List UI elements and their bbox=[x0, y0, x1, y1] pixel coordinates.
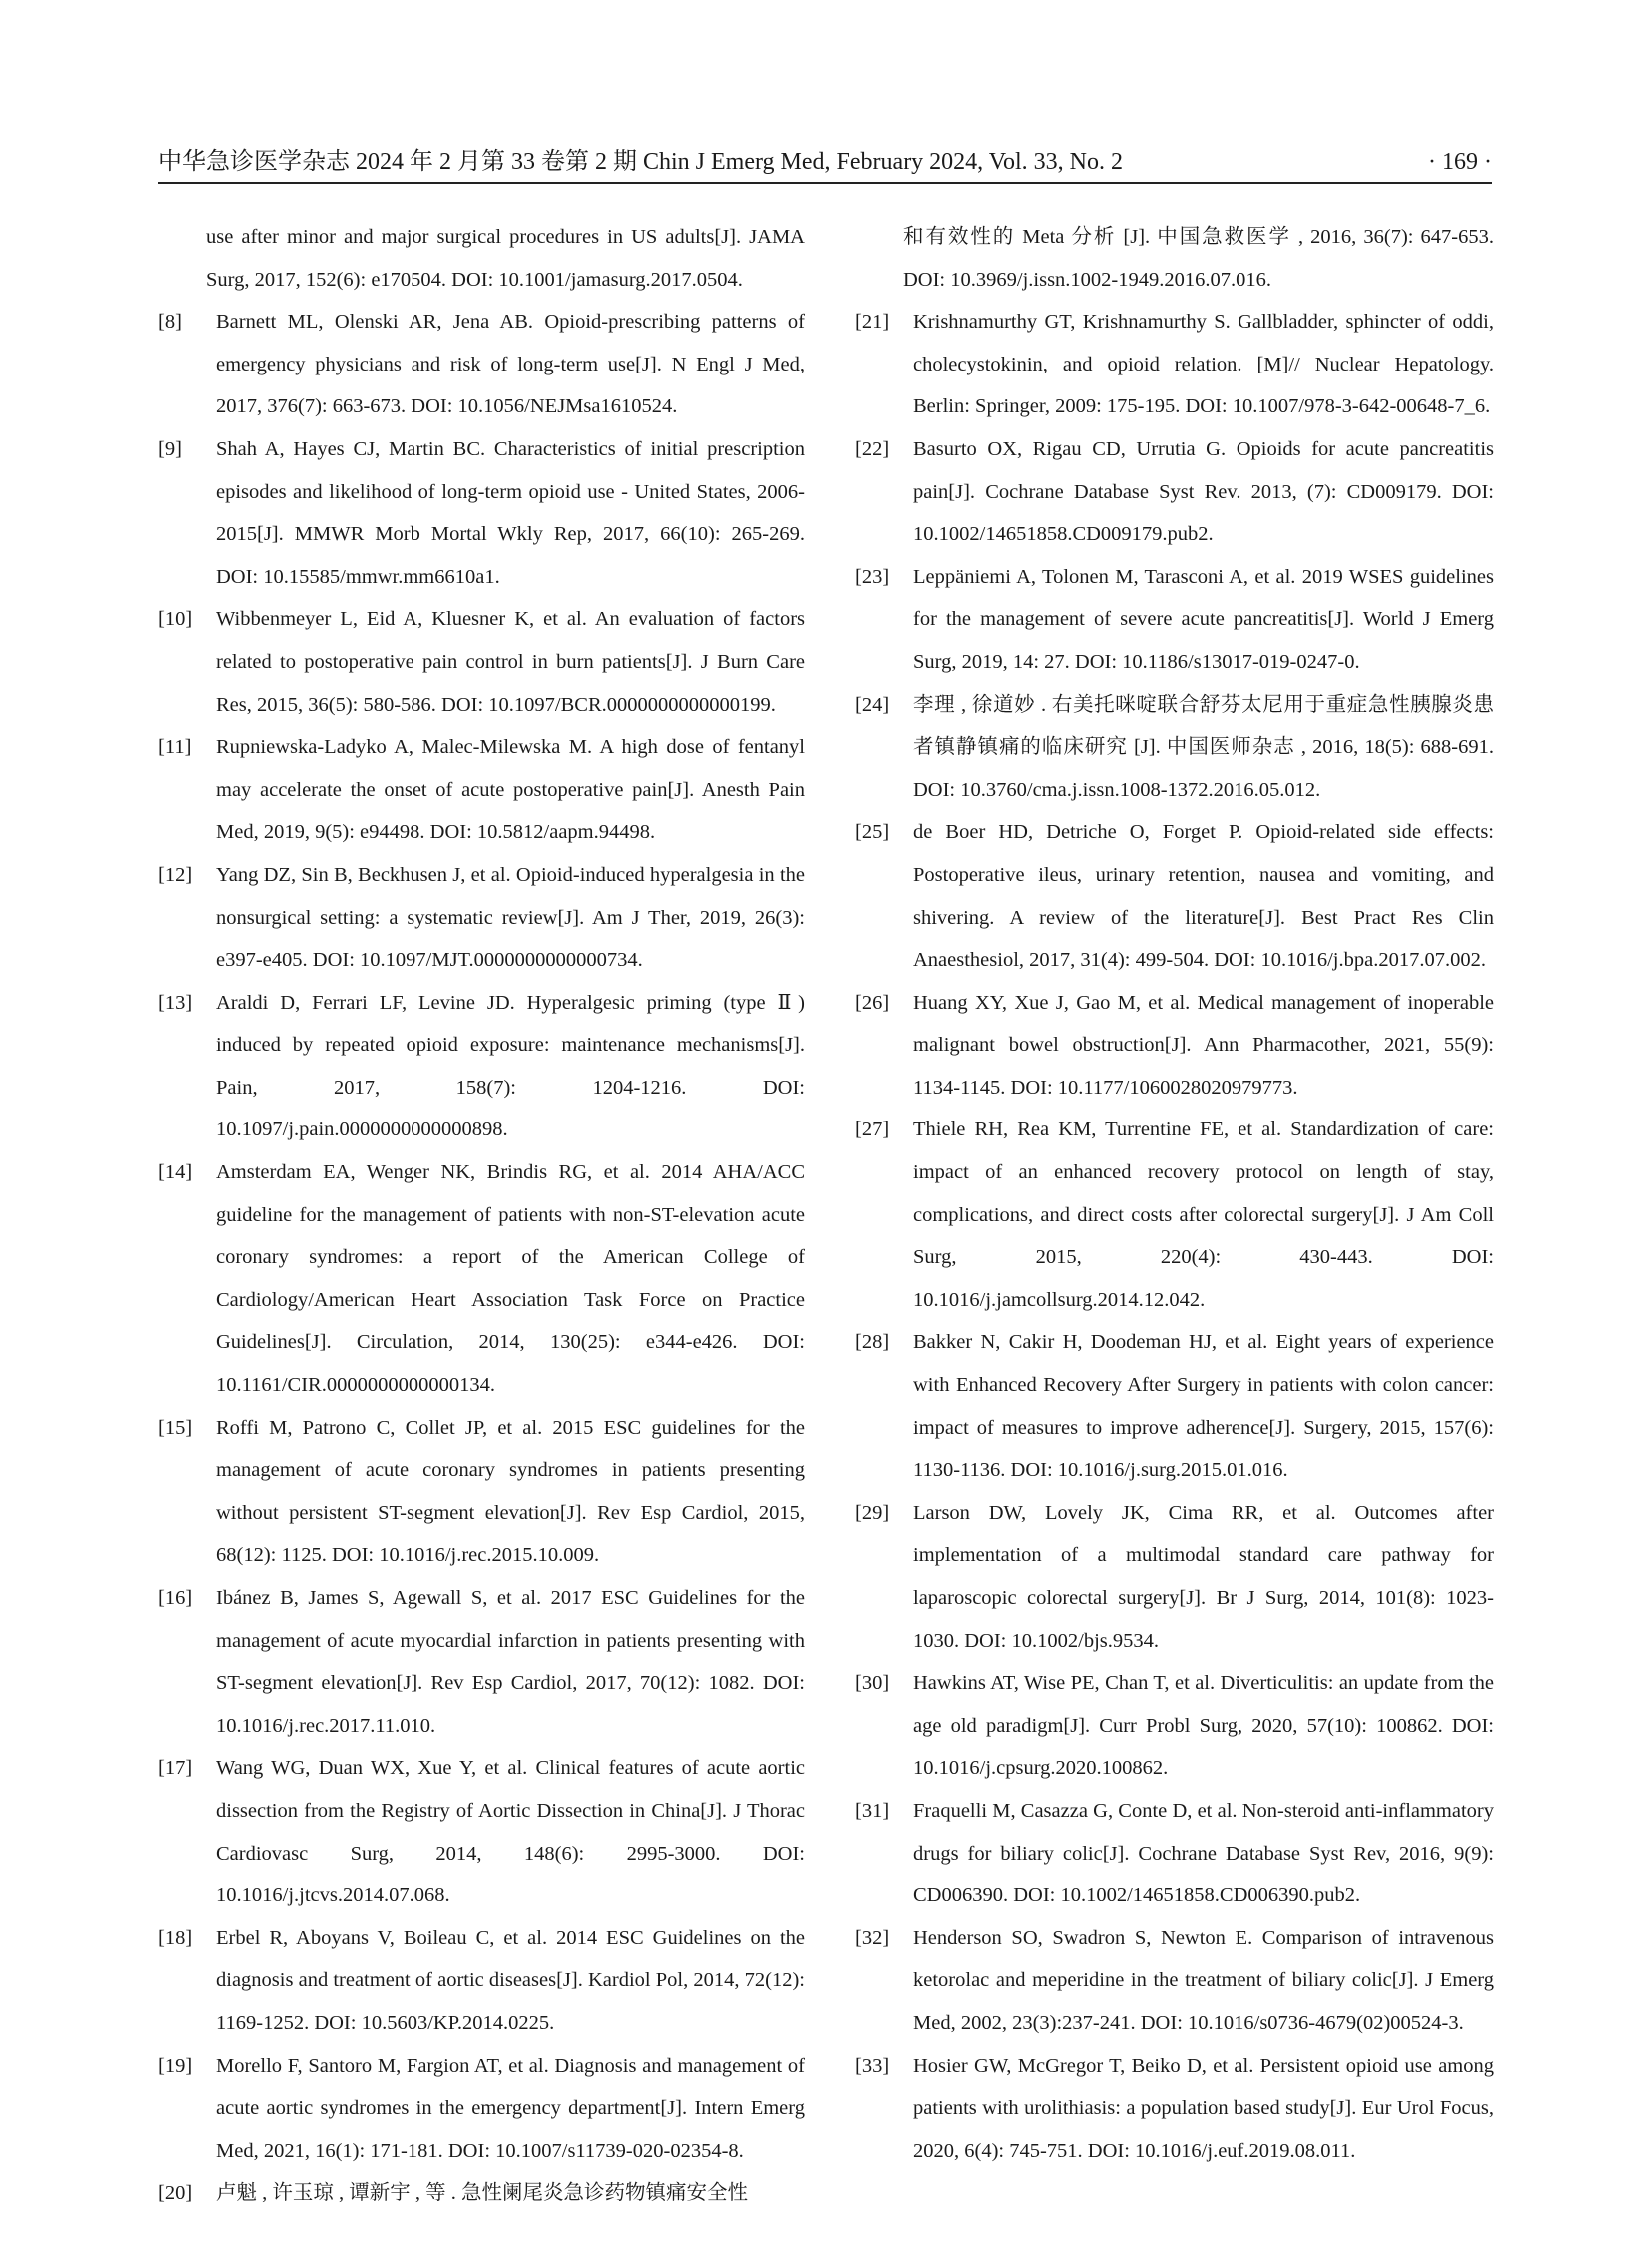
reference-number: [12] bbox=[158, 863, 193, 886]
reference-item-20 bbox=[158, 2172, 805, 2215]
reference-text: Barnett ML, Olenski AR, Jena AB. Opioid-prescribing patterns of emergency physicians and risk of long-term use[J]. N Engl J Med, 2017, 376(7): 663-673. DOI: 10.1056/NEJMsa1610524. bbox=[216, 311, 805, 418]
reference-text: Bakker N, Cakir H, Doodeman HJ, et al. Eight years of experience with Enhanced Recovery After Surgery in patients with colon cancer: impact of measures to improve adherence[J]. Surgery, 2015, 157(6): 1130-1136. DOI: 10.1016/j.surg.2015.01.016. bbox=[913, 1331, 1494, 1482]
reference-number: [33] bbox=[855, 2054, 890, 2077]
reference-number: [29] bbox=[855, 1501, 890, 1524]
reference-item-23 bbox=[855, 556, 1494, 684]
reference-text: de Boer HD, Detriche O, Forget P. Opioid-related side effects: Postoperative ileus, urinary retention, nausea and vomiting, and shivering. A review of the literature[J]. Best Pract Res Clin Anaesthesiol, 2017, 31(4): 499-504. DOI: 10.1016/j.bpa.2017.07.002. bbox=[913, 821, 1494, 972]
reference-text: Ibánez B, James S, Agewall S, et al. 2017 ESC Guidelines for the management of acute myocardial infarction in patients presenting with ST-segment elevation[J]. Rev Esp Cardiol, 2017, 70(12): 1082. DOI: 10.1016/j.rec.2017.11.010. bbox=[216, 1587, 805, 1737]
reference-number: [21] bbox=[855, 311, 890, 334]
reference-text: Hosier GW, McGregor T, Beiko D, et al. Persistent opioid use among patients with urolithiasis: a population based study[J]. Eur Urol Focus, 2020, 6(4): 745-751. DOI: 10.1016/j.euf.2019.08.011. bbox=[913, 2054, 1494, 2162]
reference-text: Wibbenmeyer L, Eid A, Kluesner K, et al. An evaluation of factors related to postoperative pain control in burn patients[J]. J Burn Care Res, 2015, 36(5): 580-586. DOI: 10.1097/BCR.0000000000000199. bbox=[216, 608, 805, 716]
reference-item-8 bbox=[158, 301, 805, 428]
reference-number: [11] bbox=[158, 736, 192, 759]
reference-item-15 bbox=[158, 1407, 805, 1577]
reference-continuation bbox=[855, 216, 1494, 301]
reference-item-16 bbox=[158, 1577, 805, 1747]
page-number: · 169 · bbox=[1428, 149, 1492, 175]
reference-number: [23] bbox=[855, 565, 890, 588]
reference-item-33 bbox=[855, 2045, 1494, 2173]
reference-number: [14] bbox=[158, 1161, 193, 1184]
reference-item-12 bbox=[158, 854, 805, 982]
reference-number: [25] bbox=[855, 821, 890, 844]
reference-number: [28] bbox=[855, 1331, 890, 1354]
reference-text: Henderson SO, Swadron S, Newton E. Comparison of intravenous ketorolac and meperidine in the treatment of biliary colic[J]. J Emerg Med, 2002, 23(3):237-241. DOI: 10.1016/s0736-4679(02)00524-3. bbox=[913, 1926, 1494, 2034]
reference-number: [13] bbox=[158, 991, 193, 1014]
reference-number: [17] bbox=[158, 1757, 193, 1780]
reference-text: Basurto OX, Rigau CD, Urrutia G. Opioids for acute pancreatitis pain[J]. Cochrane Database Syst Rev. 2013, (7): CD009179. DOI: 10.1002/14651858.CD009179.pub2. bbox=[913, 437, 1494, 546]
reference-number: [27] bbox=[855, 1119, 890, 1141]
reference-text: Hawkins AT, Wise PE, Chan T, et al. Diverticulitis: an update from the age old paradigm[J]. Curr Probl Surg, 2020, 57(10): 100862. DOI: 10.1016/j.cpsurg.2020.100862. bbox=[913, 1672, 1494, 1780]
reference-number: [32] bbox=[855, 1926, 890, 1949]
reference-text: Thiele RH, Rea KM, Turrentine FE, et al. Standardization of care: impact of an enhanced recovery protocol on length of stay, complications, and direct costs after colorectal surgery[J]. J Am Coll Surg, 2015, 220(4): 430-443. DOI: 10.1016/j.jamcollsurg.2014.12.042. bbox=[913, 1119, 1494, 1311]
reference-text: Roffi M, Patrono C, Collet JP, et al. 2015 ESC guidelines for the management of acute coronary syndromes in patients presenting without persistent ST-segment elevation[J]. Rev Esp Cardiol, 2015, 68(12): 1125. DOI: 10.1016/j.rec.2015.10.009. bbox=[216, 1416, 805, 1567]
reference-number: [31] bbox=[855, 1799, 890, 1822]
reference-text: 和有效性的 Meta 分析 [J]. 中国急救医学 , 2016, 36(7): 647-653. DOI: 10.3969/j.issn.1002-1949.2016.07.016. bbox=[903, 226, 1494, 291]
reference-item-24 bbox=[855, 684, 1494, 812]
reference-text: Araldi D, Ferrari LF, Levine JD. Hyperalgesic priming (type Ⅱ) induced by repeated opioid exposure: maintenance mechanisms[J]. Pain, 2017, 158(7): 1204-1216. DOI: 10.1097/j.pain.0000000000000898. bbox=[216, 991, 805, 1141]
reference-number: [9] bbox=[158, 437, 182, 460]
reference-item-17 bbox=[158, 1747, 805, 1916]
reference-text: 李理 , 徐道妙 . 右美托咪啶联合舒芬太尼用于重症急性胰腺炎患者镇静镇痛的临床研究 [J]. 中国医师杂志 , 2016, 18(5): 688-691. DOI: 10.3760/cma.j.issn.1008-1372.2016.05.012. bbox=[913, 693, 1494, 801]
reference-item-27 bbox=[855, 1109, 1494, 1321]
reference-item-26 bbox=[855, 982, 1494, 1110]
reference-text: Amsterdam EA, Wenger NK, Brindis RG, et al. 2014 AHA/ACC guideline for the management of patients with non-ST-elevation acute coronary syndromes: a report of the American College of Cardiology/American Heart Association Task Force on Practice Guidelines[J]. Circulation, 2014, 130(25): e344-e426. DOI: 10.1161/CIR.0000000000000134. bbox=[216, 1161, 805, 1397]
running-header bbox=[158, 146, 1492, 184]
reference-text: Leppäniemi A, Tolonen M, Tarasconi A, et al. 2019 WSES guidelines for the management of severe acute pancreatitis[J]. World J Emerg Surg, 2019, 14: 27. DOI: 10.1186/s13017-019-0247-0. bbox=[913, 565, 1494, 673]
reference-number: [30] bbox=[855, 1672, 890, 1695]
reference-item-25 bbox=[855, 811, 1494, 981]
reference-text: Huang XY, Xue J, Gao M, et al. Medical management of inoperable malignant bowel obstruction[J]. Ann Pharmacother, 2021, 55(9): 1134-1145. DOI: 10.1177/1060028020979773. bbox=[913, 991, 1494, 1099]
reference-item-10 bbox=[158, 598, 805, 726]
reference-item-30 bbox=[855, 1662, 1494, 1790]
reference-number: [18] bbox=[158, 1926, 193, 1949]
reference-item-13 bbox=[158, 982, 805, 1151]
reference-text: Rupniewska-Ladyko A, Malec-Milewska M. A high dose of fentanyl may accelerate the onset of acute postoperative pain[J]. Anesth Pain Med, 2019, 9(5): e94498. DOI: 10.5812/aapm.94498. bbox=[216, 736, 805, 844]
reference-item-28 bbox=[855, 1321, 1494, 1491]
reference-number: [22] bbox=[855, 437, 890, 460]
right-column-references bbox=[855, 216, 1494, 2172]
reference-text: Erbel R, Aboyans V, Boileau C, et al. 2014 ESC Guidelines on the diagnosis and treatment of aortic diseases[J]. Kardiol Pol, 2014, 72(12): 1169-1252. DOI: 10.5603/KP.2014.0225. bbox=[216, 1926, 805, 2034]
reference-item-18 bbox=[158, 1917, 805, 2045]
reference-text: Wang WG, Duan WX, Xue Y, et al. Clinical features of acute aortic dissection from the Registry of Aortic Dissection in China[J]. J Thorac Cardiovasc Surg, 2014, 148(6): 2995-3000. DOI: 10.1016/j.jtcvs.2014.07.068. bbox=[216, 1757, 805, 1907]
reference-text: Morello F, Santoro M, Fargion AT, et al. Diagnosis and management of acute aortic syndromes in the emergency department[J]. Intern Emerg Med, 2021, 16(1): 171-181. DOI: 10.1007/s11739-020-02354-8. bbox=[216, 2054, 805, 2162]
left-column-references bbox=[158, 216, 805, 2215]
reference-text: Fraquelli M, Casazza G, Conte D, et al. Non-steroid anti-inflammatory drugs for biliary colic[J]. Cochrane Database Syst Rev, 2016, 9(9): CD006390. DOI: 10.1002/14651858.CD006390.pub2. bbox=[913, 1799, 1494, 1907]
reference-text: Yang DZ, Sin B, Beckhusen J, et al. Opioid-induced hyperalgesia in the nonsurgical setting: a systematic review[J]. Am J Ther, 2019, 26(3): e397-e405. DOI: 10.1097/MJT.0000000000000734. bbox=[216, 863, 805, 972]
reference-number: [10] bbox=[158, 608, 193, 631]
reference-item-19 bbox=[158, 2045, 805, 2173]
reference-item-29 bbox=[855, 1492, 1494, 1662]
reference-number: [8] bbox=[158, 311, 182, 334]
reference-item-31 bbox=[855, 1790, 1494, 1917]
reference-number: [15] bbox=[158, 1416, 193, 1439]
reference-text: use after minor and major surgical procedures in US adults[J]. JAMA Surg, 2017, 152(6): e170504. DOI: 10.1001/jamasurg.2017.0504. bbox=[206, 226, 805, 291]
journal-header-title: 中华急诊医学杂志 2024 年 2 月第 33 卷第 2 期 Chin J Emerg Med, February 2024, Vol. 33, No. 2 bbox=[158, 149, 1123, 175]
reference-text: 卢魁 , 许玉琼 , 谭新宇 , 等 . 急性阑尾炎急诊药物镇痛安全性 bbox=[216, 2182, 748, 2205]
reference-text: Shah A, Hayes CJ, Martin BC. Characteristics of initial prescription episodes and likelihood of long-term opioid use - United States, 2006-2015[J]. MMWR Morb Mortal Wkly Rep, 2017, 66(10): 265-269. DOI: 10.15585/mmwr.mm6610a1. bbox=[216, 437, 805, 588]
reference-item-9 bbox=[158, 428, 805, 598]
reference-number: [19] bbox=[158, 2054, 193, 2077]
reference-item-22 bbox=[855, 428, 1494, 556]
reference-text: Larson DW, Lovely JK, Cima RR, et al. Outcomes after implementation of a multimodal standard care pathway for laparoscopic colorectal surgery[J]. Br J Surg, 2014, 101(8): 1023-1030. DOI: 10.1002/bjs.9534. bbox=[913, 1501, 1494, 1652]
reference-continuation bbox=[158, 216, 805, 301]
reference-number: [24] bbox=[855, 693, 890, 716]
reference-text: Krishnamurthy GT, Krishnamurthy S. Gallbladder, sphincter of oddi, cholecystokinin, and opioid relation. [M]// Nuclear Hepatology. Berlin: Springer, 2009: 175-195. DOI: 10.1007/978-3-642-00648-7_6. bbox=[913, 311, 1494, 418]
reference-item-32 bbox=[855, 1917, 1494, 2045]
reference-item-14 bbox=[158, 1151, 805, 1407]
reference-item-11 bbox=[158, 726, 805, 854]
reference-number: [20] bbox=[158, 2182, 193, 2205]
reference-item-21 bbox=[855, 301, 1494, 428]
reference-number: [26] bbox=[855, 991, 890, 1014]
reference-number: [16] bbox=[158, 1587, 193, 1609]
